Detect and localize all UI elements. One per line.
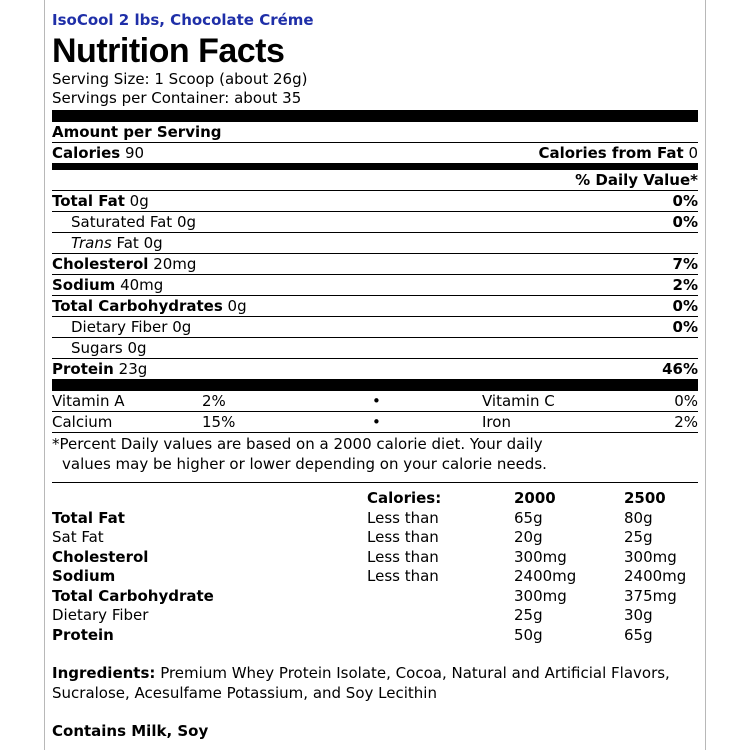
nutrient-label: Total Carbohydrates — [52, 297, 223, 315]
nutrient-dv: 0% — [672, 297, 698, 315]
allergen-statement: Contains Milk, Soy — [52, 722, 209, 740]
nutrient-label-italic: Trans — [71, 234, 112, 252]
nutrient-amount: 20mg — [153, 255, 197, 273]
table-row — [52, 548, 698, 568]
thick-divider — [52, 110, 698, 122]
nutrient-amount: 23g — [118, 360, 148, 378]
nutrient-amount: 0g — [227, 297, 247, 315]
bullet-separator: • — [372, 413, 381, 431]
amount-per-serving-label: Amount per Serving — [52, 123, 222, 141]
table-cell: 20g — [514, 528, 543, 546]
table-cell: 30g — [624, 606, 653, 624]
calories-label: Calories — [52, 144, 121, 162]
table-cell: 65g — [624, 625, 653, 644]
vitamin-percent: 15% — [202, 413, 236, 431]
footnote-line: values may be higher or lower depending on your calorie needs. — [62, 455, 547, 473]
vitamin-name: Vitamin A — [52, 392, 125, 410]
table-cell: Less than — [367, 508, 439, 527]
table-cell: 25g — [514, 606, 543, 624]
nutrient-amount: 0g — [172, 318, 192, 336]
table-cell: 65g — [514, 508, 543, 527]
nutrient-amount: 0g — [143, 234, 163, 252]
calories-value: 90 — [125, 144, 145, 162]
nutrition-facts-title: Nutrition Facts — [52, 32, 285, 70]
vitamin-name: Vitamin C — [482, 392, 555, 410]
bullet-separator: • — [372, 392, 381, 410]
nutrient-label: Cholesterol — [52, 255, 149, 273]
product-name: IsoCool 2 lbs, Chocolate Créme — [52, 11, 314, 29]
calories-row — [52, 143, 698, 163]
nutrient-label-rest: Fat — [116, 234, 139, 252]
table-cell-name: Dietary Fiber — [52, 606, 149, 624]
table-cell — [367, 626, 514, 646]
table-cell: 2400mg — [624, 567, 687, 585]
vitamin-percent: 0% — [674, 392, 698, 410]
medium-divider — [52, 163, 698, 170]
thick-divider — [52, 379, 698, 391]
table-row — [52, 567, 698, 587]
nutrient-label: Sodium — [52, 276, 116, 294]
table-row — [52, 509, 698, 529]
table-row — [52, 606, 698, 626]
table-cell-name: Sodium — [52, 567, 116, 585]
amount-per-serving-row — [52, 122, 698, 143]
nutrient-dv: 2% — [672, 276, 698, 294]
vitamin-row — [52, 412, 698, 433]
ingredients-label: Ingredients: — [52, 664, 156, 682]
nutrient-dv: 7% — [672, 255, 698, 273]
calories-from-fat-value: 0 — [688, 144, 698, 162]
table-header-cell: Calories: — [367, 489, 442, 507]
nutrient-label: Total Fat — [52, 192, 125, 210]
table-cell-name: Total Fat — [52, 508, 125, 527]
table-cell: Less than — [367, 528, 439, 546]
footnote-divider — [52, 482, 698, 483]
nutrition-label — [52, 0, 698, 742]
table-cell: 80g — [624, 508, 653, 527]
table-header-cell: 2000 — [514, 489, 556, 507]
table-cell: 300mg — [514, 586, 567, 605]
table-cell: 300mg — [514, 547, 567, 566]
nutrient-label: Saturated Fat — [71, 213, 173, 231]
vitamin-name: Calcium — [52, 413, 113, 431]
servings-per-container: Servings per Container: about 35 — [52, 89, 302, 107]
table-header-cell: 2500 — [624, 489, 666, 507]
nutrient-row-sodium — [52, 275, 698, 296]
table-cell-name: Cholesterol — [52, 547, 149, 566]
vitamin-percent: 2% — [674, 413, 698, 431]
nutrient-row-cholesterol — [52, 254, 698, 275]
nutrient-row-total-carbohydrates — [52, 296, 698, 317]
nutrient-amount: 0g — [129, 192, 149, 210]
nutrient-dv: 46% — [662, 360, 698, 378]
vitamin-row — [52, 391, 698, 412]
serving-size: Serving Size: 1 Scoop (about 26g) — [52, 70, 308, 88]
vitamin-percent: 2% — [202, 392, 226, 410]
calories-from-fat-label: Calories from Fat — [538, 144, 684, 162]
nutrient-label: Dietary Fiber — [71, 318, 168, 336]
nutrient-dv: 0% — [672, 192, 698, 210]
footnote — [52, 433, 698, 474]
table-cell: 50g — [514, 625, 543, 644]
daily-values-header-row — [52, 489, 698, 509]
nutrient-row-protein — [52, 359, 698, 379]
nutrient-label: Sugars — [71, 339, 123, 357]
table-row — [52, 587, 698, 607]
nutrient-amount: 0g — [127, 339, 147, 357]
daily-value-header: % Daily Value* — [575, 171, 698, 189]
table-cell-name: Sat Fat — [52, 528, 104, 546]
table-cell: 300mg — [624, 547, 677, 566]
table-cell-name: Protein — [52, 625, 114, 644]
table-cell: Less than — [367, 547, 439, 566]
table-cell — [367, 587, 514, 607]
nutrient-row-saturated-fat — [52, 212, 698, 233]
nutrient-dv: 0% — [672, 318, 698, 336]
nutrient-dv: 0% — [672, 213, 698, 231]
table-cell-name: Total Carbohydrate — [52, 586, 214, 605]
vitamin-name: Iron — [482, 413, 511, 431]
table-cell — [367, 606, 514, 626]
ingredients-text: Premium Whey Protein Isolate, Cocoa, Natural and Artificial Flavors, Sucralose, Acesulfame Potassium, and Soy Lecithin — [52, 664, 670, 702]
table-row — [52, 528, 698, 548]
nutrient-row-dietary-fiber — [52, 317, 698, 338]
table-cell: 375mg — [624, 586, 677, 605]
footnote-line: *Percent Daily values are based on a 2000 calorie diet. Your daily — [52, 435, 543, 453]
table-row — [52, 626, 698, 646]
daily-values-table — [52, 489, 698, 645]
ingredients — [52, 663, 698, 703]
table-cell: 25g — [624, 528, 653, 546]
nutrient-label: Protein — [52, 360, 114, 378]
nutrient-row-sugars — [52, 338, 698, 359]
nutrient-row-total-fat — [52, 191, 698, 212]
nutrient-row-trans-fat — [52, 233, 698, 254]
nutrient-amount: 0g — [176, 213, 197, 231]
table-cell: 2400mg — [514, 567, 577, 585]
table-cell: Less than — [367, 567, 439, 585]
daily-value-header-row — [52, 170, 698, 191]
nutrient-amount: 40mg — [120, 276, 164, 294]
